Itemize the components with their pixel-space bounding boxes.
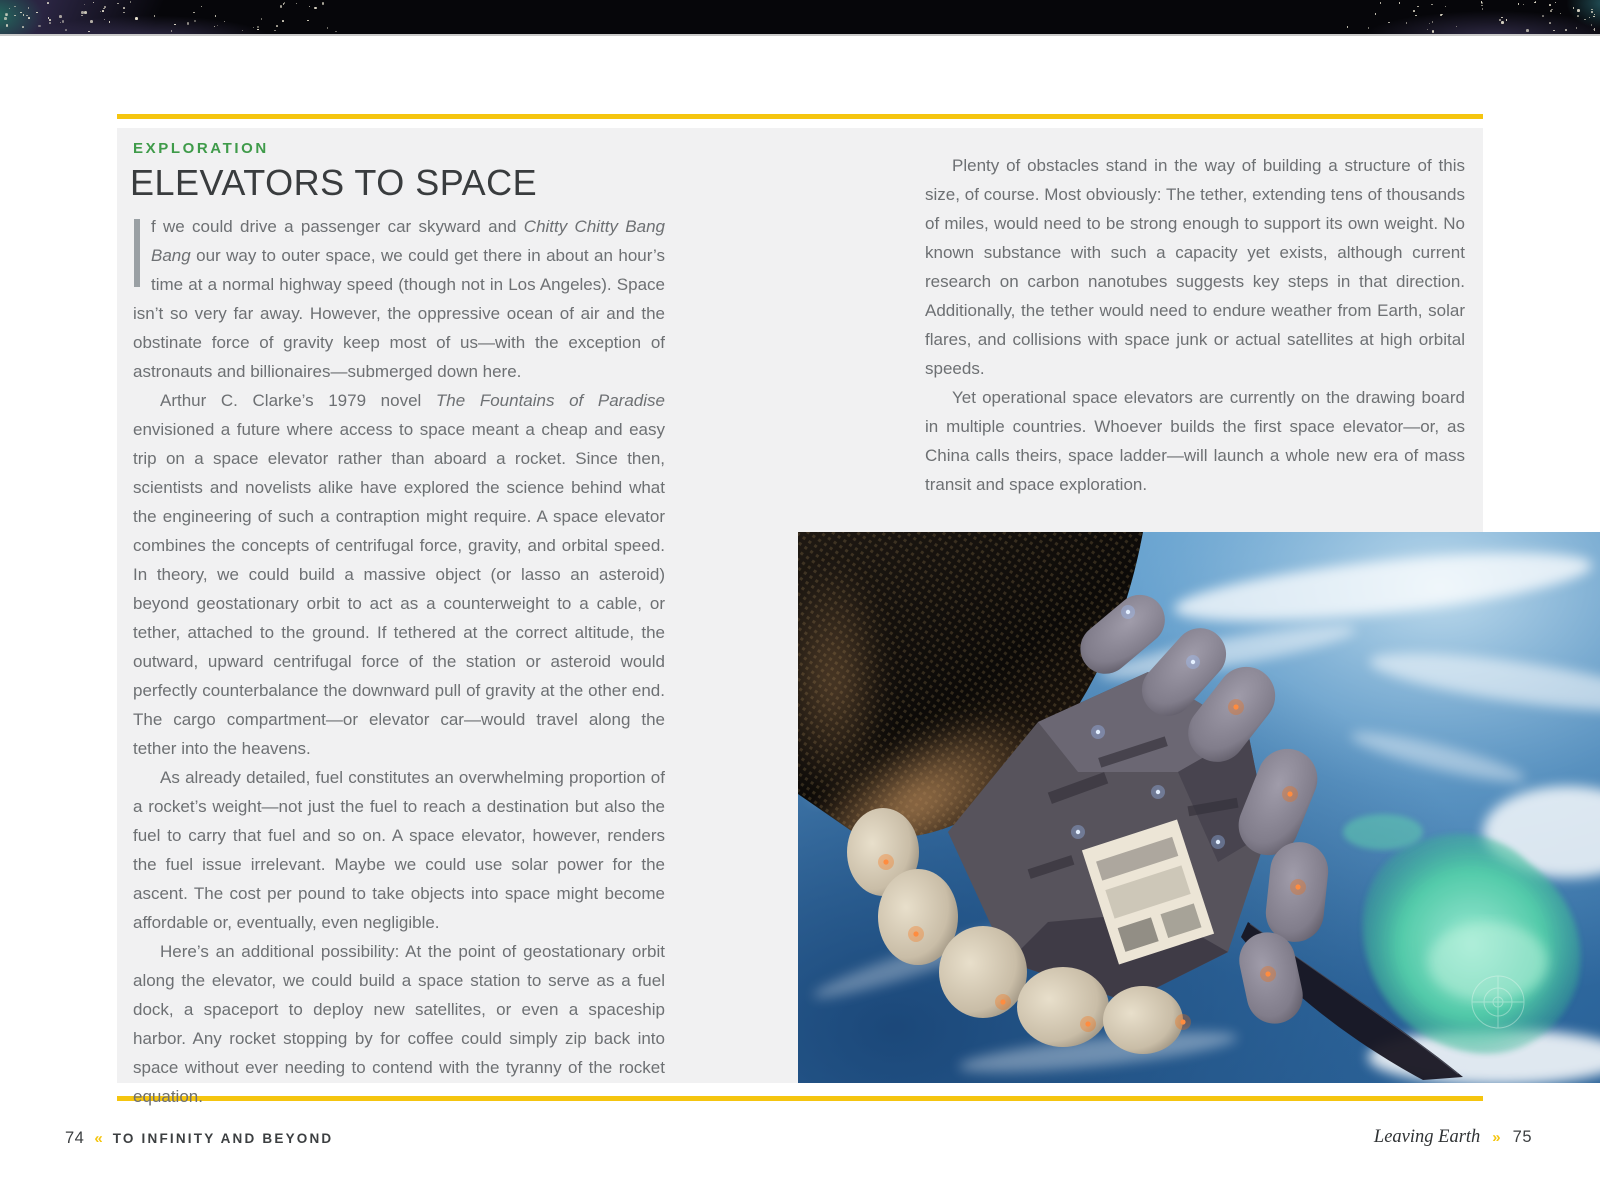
star: [117, 3, 119, 5]
text-segment: As already detailed, fuel constitutes an overwhelming proportion of a rocket’s weight—not just the fuel to reach a destination but also the fuel to carry that fuel and so on. A space elevator, however, renders the fuel issue irrelevant. Maybe we could use solar power for the ascent. The cost per pound to take objects into space might become affordable or, eventually, even negligible.: [133, 768, 665, 932]
star: [171, 30, 173, 32]
star: [36, 12, 38, 14]
star: [109, 21, 111, 23]
paragraph: [133, 937, 665, 1111]
space-elevator-illustration: [798, 532, 1600, 1083]
star: [1565, 29, 1567, 31]
star: [280, 5, 283, 8]
star: [1417, 6, 1419, 8]
star: [4, 17, 7, 20]
star: [335, 31, 337, 33]
right-column: [925, 151, 1465, 499]
star: [1577, 15, 1579, 17]
star: [81, 11, 84, 14]
text-segment: Yet operational space elevators are currently on the drawing board in multiple countries. Whoever builds the first space elevator—or, as China calls theirs, space ladder—will launch a whole new era of mass transit and space exploration.: [925, 388, 1465, 494]
left-column: [133, 212, 665, 1111]
star: [59, 15, 62, 18]
star: [253, 27, 255, 29]
star: [1550, 10, 1552, 12]
star: [1542, 15, 1544, 17]
section-title: Leaving Earth: [1373, 1127, 1481, 1147]
page-title: ELEVATORS TO SPACE: [130, 162, 538, 203]
star: [48, 17, 50, 19]
star: [1577, 9, 1580, 12]
star: [1549, 22, 1551, 24]
star: [1380, 2, 1382, 4]
star: [1501, 21, 1504, 24]
star: [28, 17, 30, 19]
star: [22, 26, 24, 28]
star: [26, 15, 28, 17]
footer-left: [65, 1129, 333, 1148]
star: [84, 11, 87, 14]
star: [1549, 4, 1551, 6]
top-accent-rule: [117, 114, 1483, 119]
chapter-label: TO INFINITY AND BEYOND: [112, 1131, 334, 1146]
star: [49, 19, 51, 21]
star: [47, 2, 49, 4]
star: [90, 20, 93, 23]
drop-cap: [134, 219, 140, 287]
nebula-art-left: [0, 0, 380, 34]
nebula-art-right: [1320, 0, 1600, 34]
star: [284, 2, 286, 4]
star: [81, 15, 83, 17]
star: [1415, 15, 1417, 17]
star: [65, 29, 67, 31]
star: [276, 25, 278, 27]
star: [1526, 29, 1529, 32]
paragraph: [133, 212, 665, 386]
paragraph: [925, 151, 1465, 383]
section-kicker: EXPLORATION: [133, 140, 269, 157]
star: [1499, 19, 1501, 21]
star: [1518, 3, 1520, 5]
guillemet-right-icon: »: [1492, 1129, 1501, 1146]
star: [6, 14, 8, 16]
text-segment: our way to outer space, we could get there in about an hour’s time at a normal highway speed (though not in Los Angeles). Space isn’t so very far away. However, the oppressive ocean of air and the obstinate force of gravity keep most of us—with the exception of astronauts and billionaires—submerged down here.: [133, 246, 665, 381]
guillemet-left-icon: «: [94, 1130, 103, 1147]
star: [322, 2, 325, 5]
star: [215, 15, 217, 17]
star: [135, 17, 138, 20]
paragraph: [133, 386, 665, 763]
star: [6, 24, 9, 27]
star: [1576, 27, 1578, 29]
text-segment: Here’s an additional possibility: At the point of geostationary orbit along the elevator, we could build a space station to serve as a fuel dock, a spaceport to deploy new satellites, or even a spaceship harbor. Any rocket stopping by for coffee could simply zip back into space without ever needing to contend with the tyranny of the rocket equation.: [133, 942, 665, 1106]
text-segment: Plenty of obstacles stand in the way of building a structure of this size, of course. Most obviously: The tether, extending tens of thousands of miles, would need to be strong enough to support its own weight. No known substance with such a capacity yet exists, although current research on carbon nanotubes suggests key steps in that direction. Additionally, the tether would need to endure weather from Earth, solar flares, and collisions with space junk or actual satellites at high orbital speeds.: [925, 156, 1465, 378]
star: [14, 6, 16, 8]
text-segment: f we could drive a passenger car skyward and: [151, 217, 524, 236]
star: [1427, 29, 1429, 31]
star: [123, 7, 125, 9]
star: [102, 10, 104, 12]
footer-right: [1374, 1127, 1532, 1148]
star: [1388, 22, 1390, 24]
star: [282, 20, 284, 22]
text-segment: Arthur C. Clarke’s 1979 novel: [160, 391, 436, 410]
text-segment: The Fountains of Paradise: [435, 391, 665, 410]
star: [88, 31, 90, 33]
page-number-right: 75: [1512, 1128, 1532, 1146]
paragraph: [133, 763, 665, 937]
text-segment: envisioned a future where access to space meant a cheap and easy trip on a space elevator rather than aboard a rocket. Since then, scientists and novelists alike have explored the science behind what the engineering of such a contraption might require. A space elevator combines the concepts of centrifugal force, gravity, and orbital speed. In theory, we could build a massive object (or lasso an asteroid) beyond geostationary orbit to act as a counterweight to a cable, or tether, attached to the ground. If tethered at the correct altitude, the outward, upward centrifugal force of the station or asteroid would perfectly counterbalance the downward pull of gravity at the other end. The cargo compartment—or elevator car—would travel along the tether into the heavens.: [133, 420, 665, 758]
top-strip: [0, 0, 1600, 36]
star: [62, 20, 65, 23]
star: [261, 18, 263, 20]
text-segment: Chitty Chitty Bang Bang: [151, 217, 666, 265]
paragraph: [925, 383, 1465, 499]
star: [49, 22, 51, 24]
star: [1413, 10, 1415, 12]
page-number-left: 74: [65, 1129, 85, 1147]
